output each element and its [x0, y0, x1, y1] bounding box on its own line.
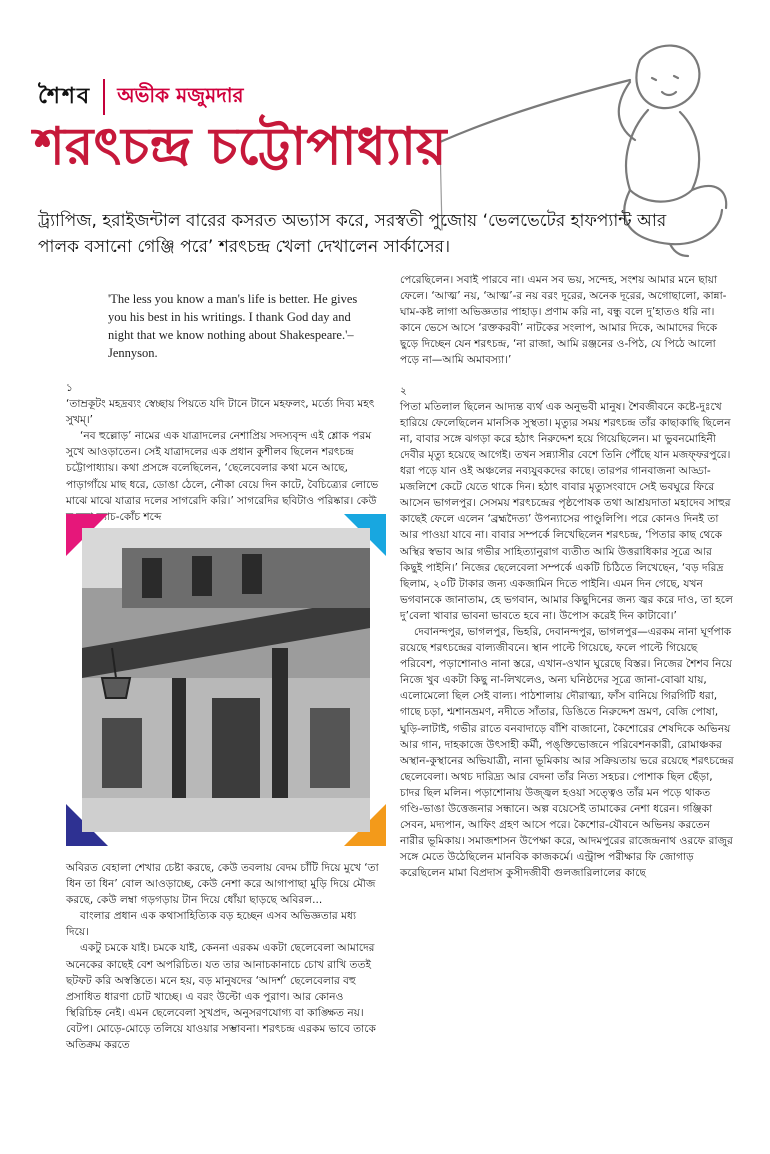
author-name: অভীক মজুমদার — [117, 82, 244, 107]
section-number: ২ — [400, 384, 407, 397]
house-photo — [82, 528, 370, 832]
paragraph: বাংলার প্রধান এক কথাসাহিত্যিক বড় হচ্ছেন এসব অভিজ্ঞতার মধ্য দিয়ে। — [66, 910, 357, 939]
paragraph: পেরেছিলেন। সবাই পারবে না। এমন সব ভয়, সন্দেহ, সংশয় আমার মনে ছায়া ফেলে। ‘আত্ম’ নয়, ‘আত্ম’-র নয় বরং দূরের, অনেক দূরের, অগোছালো, কান্না-ঘাম-কষ্ট লাগা অভিজ্ঞতার পাহাড়। প্রণাম করি না, বন্ধু বলে দু’হাতও ধরি না। কানে ভেসে আসে ‘রক্তকরবী’ নাটকের সংলাপ, আমার দিকে, আমাদের দিকে ছুড়ে দিচ্ছেন যেন শরৎচন্দ্র, ‘না রাজা, আমি রঞ্জনের ও-পিঠ, যে পিঠে আলো পড়ে না—আমি অমাবস্যা।’ — [400, 274, 727, 367]
page-folio — [10, 1040, 28, 1150]
right-column — [400, 272, 734, 881]
epigraph-quote: 'The less you know a man's life is better. He gives you his best in his writings. I thank God day and night that we know nothing about Shakespeare.'–Jennyson. — [108, 292, 358, 361]
left-column-bottom — [66, 860, 382, 1053]
article-title: শরৎচন্দ্র চট্টোপাধ্যায় — [34, 116, 447, 177]
paragraph: দেবানন্দপুর, ভাগলপুর, ভিহরি, দেবানন্দপুর, ভাগলপুর—এরকম নানা ঘূর্ণপাক রয়েছে শরৎচন্দ্রের বাল্যজীবনে। স্থান পাল্টে গিয়েছে, ফলে পাল্টে গিয়েছে পরিবেশ, পড়াশোনাও নানা স্তরে, এখান-ওখান ঘুরেছে বিস্তর। নিজের শৈশব নিয়ে নিজে খুব একটা কিছু না-লিখলেও, অন্য ঘনিষ্ঠদের সূত্রে জানা-বোঝা যায়, এলোমেলো ছিল সেই বাল্য। পাঠশালায় দৌরাত্ম্য, ফাঁস বানিয়ে গিরগিটি ধরা, গাছে চড়া, শ্মশানভ্রমণ, নদীতে সাঁতার, ডিঙিতে নিরুদ্দেশ ভ্রমণ, বেজি পোষা, ঘুড়ি-লাটাই, গভীর রাতে বনবাদাড়ে বাঁশি বাজানো, কৈশোরের শেষদিকে অভিনয় আর গান, দাহকাজে উৎসাহী কর্মী, পঙ্‌ক্তিভোজনে পরিবেশনকারী, রোমাঞ্চকর অস্থান-কুস্থানের অভিযাত্রী, নানা ভূমিকায় আর সক্রিয়তায় ভরে রয়েছে শরৎচন্দ্রের ছেলেবেলা। অথচ দারিদ্র্য আর বেদনা তাঁর নিত্য সহচর। পোশাক ছিল ছেঁড়া, চাদর ছিল মলিন। পড়াশোনায় উজ্জ্বল হওয়া সত্ত্বেও তাঁর মন পড়ে থাকত গণ্ডি-ভাঙা উত্তেজনার সন্ধানে। অল্প বয়েসেই তামাকের নেশা ধরেন। গঞ্জিকা সেবন, মদ্যপান, আফিং গ্রহণ আসে পরে। কৈশোর-যৌবনে অভিনয় করতেন নারীর ভূমিকায়। সমাজশাসন উপেক্ষা করে, আদমপুরের রাজেন্দ্রনাথ ওরফে রাজুর সঙ্গে মেতে উঠেছিলেন মানবিক কাজকর্মে। এন্ট্রান্স পরীক্ষার ফি জোগাড় করেছিলেন মামা বিপ্রদাস কুসীদজীবী গুলজারিলালের কাছে — [400, 625, 734, 880]
paragraph: অবিরত বেহালা শেখার চেষ্টা করছে, কেউ তবলায় বেদম চাঁটি দিয়ে মুখে ‘তা ধিন তা ধিন’ বোল আওড়াচ্ছে, কেউ নেশা করে আগাপাছা মুড়ি দিয়ে মৌজ করছে, কেউ লম্বা গড়গড়ায় টান দিয়ে ধোঁয়া ছাড়ছে অবিরল... — [66, 862, 379, 907]
paragraph: ‘নব হুল্লোড়’ নামের এক যাত্রাদলের নেশাপ্রিয় সদস্যবৃন্দ এই শ্লোক পরম সুখে আওড়াতেন। সেই যাত্রাদলের এক প্রধান কুশীলব ছিলেন শরৎচন্দ্র চট্টোপাধ্যায়। কথা প্রসঙ্গে বলেছিলেন, ‘ছেলেবেলার কথা মনে আছে, পাড়াগাঁয়ে মাছ ধরে, ডোঙা ঠেলে, নৌকা বেয়ে দিন কাটে, বৈচিত্র্যের লোভে মাঝে মাঝে যাত্রার দলের সাগরেদি করি।’ সাগরেদির ছবিটাও পরিষ্কার। কেউ হয়তো ক্যাচ-কোঁচ শব্দে — [66, 430, 379, 523]
paragraph: একটু চমকে যাই। চমকে যাই, কেননা এরকম একটা ছেলেবেলা আমাদের অনেকের কাছেই বেশ অপরিচিত। যত তার আনাচকানাচে চোখ রাখি ততই ছটফট করি অস্বস্তিতে। মনে হয়, বড় মানুষদের ‘আদর্শ’ ছেলেবেলার বহু প্রসাধিত ধারণা চোট খাচ্ছে। এ বরং উল্টো এক পুরাণ। আর কোনও স্থিরিচিহ্ন নেই। এমন ছেলেবেলা সুখপ্রদ, অনুসরণযোগ্য বা কাঙ্ক্ষিত নয়। বেটপ। মোড়ে-মোড়ে তলিয়ে যাওয়ার সম্ভাবনা। শরৎচন্দ্র এরকম ভাবে তাকে অতিক্রম করতে — [66, 942, 376, 1052]
left-column-top — [66, 380, 382, 525]
header — [38, 82, 244, 112]
section-number: ১ — [66, 382, 73, 394]
section-label: শৈশব — [38, 83, 92, 109]
paragraph: পিতা মতিলাল ছিলেন আদ্যন্ত ব্যর্থ এক অনুভবী মানুষ। শৈবজীবনে কষ্টে-দুঃখে হারিয়ে ফেলেছিলেন মানসিক সুস্থতা। মৃত্যুর সময় শরৎচন্দ্র তাঁর কাছাকাছি ছিলেন না, বাবার সঙ্গে ঝগড়া করে হঠাৎ নিরুদ্দেশ হয়ে গিয়েছিলেন। মা ভুবনমোহিনী দেবীর মৃত্যু হয়েছে আগেই। তখন সন্ন্যাসীর বেশে তিনি পৌঁছে যান মজফ্ফরপুরে। ধরা পড়ে যান ওই অঞ্চলের নব্যযুবকদের কাছে। তারপর গানবাজনা আড্ডা-মজলিশে কেটে যেতে থাকে দিন। হঠাৎ বাবার মৃত্যুসংবাদে সেই ভবঘুরে ফিরে আসেন ভাগলপুর। সেসময় শরৎচন্দ্রের পৃষ্ঠপোষক তথা আশ্রয়দাতা মহাদেব সাহুর কাছেই ফেলে এলেন ‘ব্রহ্মদৈত্য’ উপন্যাসের পাণ্ডুলিপি। পরে কোনও দিনই তা আর পাওয়া যাবে না। বাবার সম্পর্কে লিখেছিলেন শরৎচন্দ্র, ‘পিতার কাছ থেকে অস্থির স্বভাব আর গভীর সাহিত্যানুরাগ ব্যতীত আমি উত্তরাধিকার সূত্রে আর কিছুই পাইনি।’ নিজের ছেলেবেলা সম্পর্কে একটি চিঠিতে লিখেছেন, ‘বড় দরিদ্র ছিলাম, ২০টি টাকার জন্য একজামিন দিতে পাইনি। এমন দিন গেছে, যখন ভগবানকে জানাতাম, হে ভগবান, আমার কিছুদিনের জন্য জ্বর করে দাও, তা হলে দু’বেলা খাবার ভাবনা ভাবতে হবে না। উপোস করেই দিন কাটাবো।’ — [400, 400, 733, 622]
photo-frame — [66, 514, 386, 846]
article-lead: ট্র্যাপিজ, হরাইজন্টাল বারের কসরত অভ্যাস করে, সরস্বতী পুজোয় ‘ভেলভেটের হাফপ্যান্ট আর পালক বসানো গেঞ্জি পরে’ শরৎচন্দ্র খেলা দেখালেন সার্কাসের। — [38, 211, 667, 258]
header-divider — [103, 79, 105, 115]
paragraph: ‘তাম্রকূটং মহদ্রব্যং স্বেচ্ছায় পিয়তে যদি টানে টানে মহফলং, মর্ত্যে দিব্য মহৎ সুখম্।’ — [66, 398, 375, 427]
